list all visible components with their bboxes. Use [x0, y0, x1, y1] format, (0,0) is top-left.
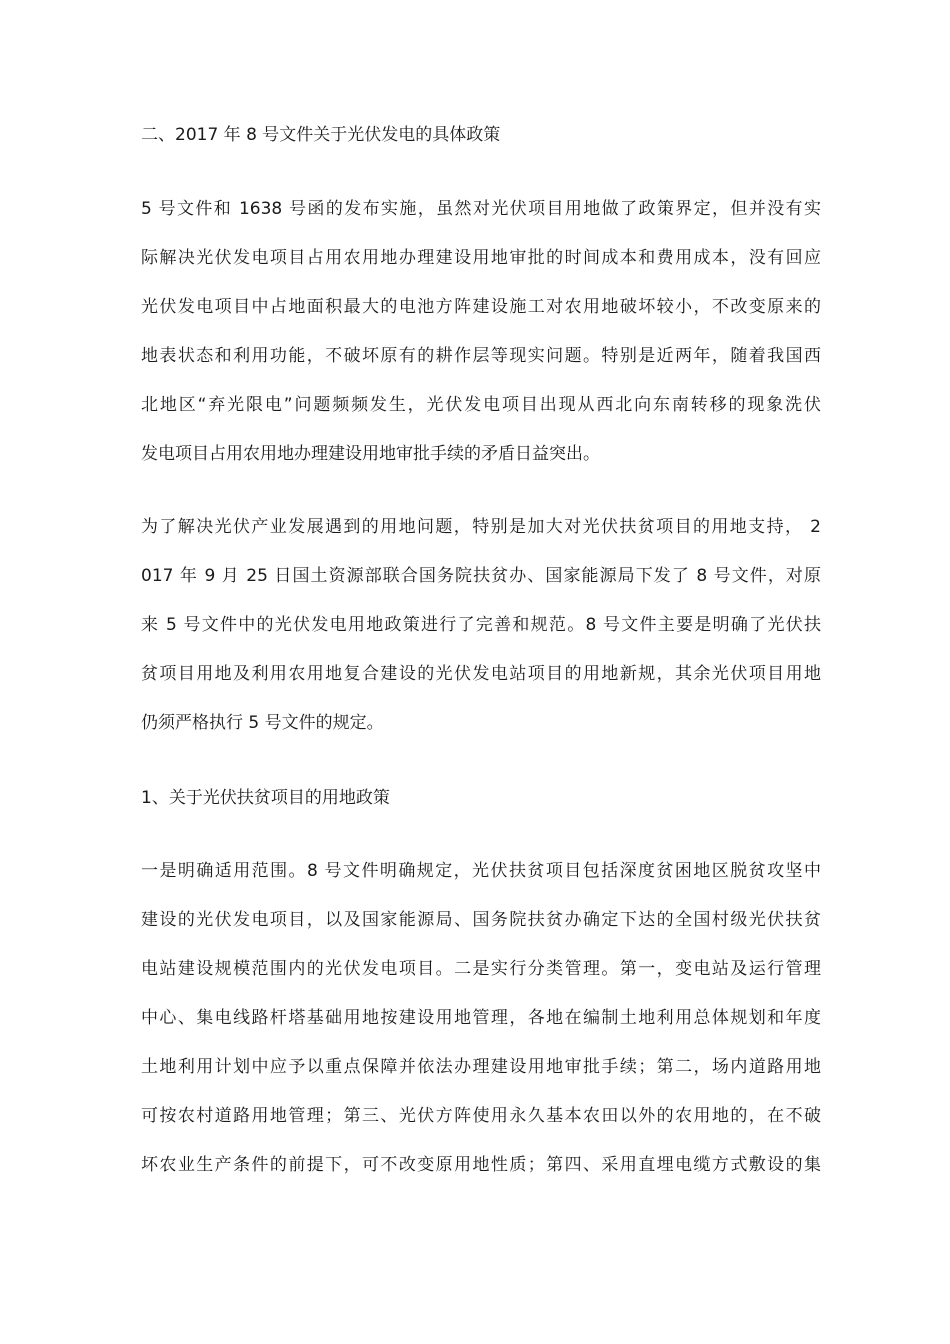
- paragraph-1-line-5: 北地区“弃光限电”问题频频发生，光伏发电项目出现从西北向东南转移的现象洗伏: [141, 395, 821, 415]
- paragraph-2-line-4: 贫项目用地及利用农用地复合建设的光伏发电站项目的用地新规，其余光伏项目用地: [141, 664, 821, 684]
- paragraph-3-line-3: 电站建设规模范围内的光伏发电项目。二是实行分类管理。第一，变电站及运行管理: [141, 959, 821, 979]
- section-heading: 二、2017 年 8 号文件关于光伏发电的具体政策: [141, 125, 501, 145]
- subsection-heading: 1、关于光伏扶贫项目的用地政策: [141, 788, 390, 808]
- paragraph-1-line-4: 地表状态和利用功能，不破坏原有的耕作层等现实问题。特别是近两年，随着我国西: [141, 346, 821, 366]
- paragraph-2-line-5: 仍须严格执行 5 号文件的规定。: [141, 713, 384, 733]
- paragraph-1-line-1: 5 号文件和 1638 号函的发布实施，虽然对光伏项目用地做了政策界定，但并没有实: [141, 199, 821, 219]
- paragraph-3-line-1: 一是明确适用范围。8 号文件明确规定，光伏扶贫项目包括深度贫困地区脱贫攻坚中: [141, 861, 821, 881]
- paragraph-3-line-2: 建设的光伏发电项目，以及国家能源局、国务院扶贫办确定下达的全国村级光伏扶贫: [141, 910, 821, 930]
- paragraph-2-line-3: 来 5 号文件中的光伏发电用地政策进行了完善和规范。8 号文件主要是明确了光伏扶: [141, 615, 821, 635]
- paragraph-1-line-3: 光伏发电项目中占地面积最大的电池方阵建设施工对农用地破坏较小，不改变原来的: [141, 297, 821, 317]
- paragraph-3-line-6: 可按农村道路用地管理；第三、光伏方阵使用永久基本农田以外的农用地的，在不破: [141, 1106, 821, 1126]
- paragraph-3-line-5: 土地利用计划中应予以重点保障并依法办理建设用地审批手续；第二，场内道路用地: [141, 1057, 821, 1077]
- paragraph-1-line-2: 际解决光伏发电项目占用农用地办理建设用地审批的时间成本和费用成本，没有回应: [141, 248, 821, 268]
- paragraph-2-line-1: 为了解决光伏产业发展遇到的用地问题，特别是加大对光伏扶贫项目的用地支持， 2: [141, 517, 821, 537]
- paragraph-3-line-4: 中心、集电线路杆塔基础用地按建设用地管理，各地在编制土地利用总体规划和年度: [141, 1008, 821, 1028]
- paragraph-2-line-2: 017 年 9 月 25 日国土资源部联合国务院扶贫办、国家能源局下发了 8 号文件，对原: [141, 566, 821, 586]
- paragraph-3-line-7: 坏农业生产条件的前提下，可不改变原用地性质；第四、采用直埋电缆方式敷设的集: [141, 1155, 821, 1175]
- paragraph-1-line-6: 发电项目占用农用地办理建设用地审批手续的矛盾日益突出。: [141, 444, 600, 464]
